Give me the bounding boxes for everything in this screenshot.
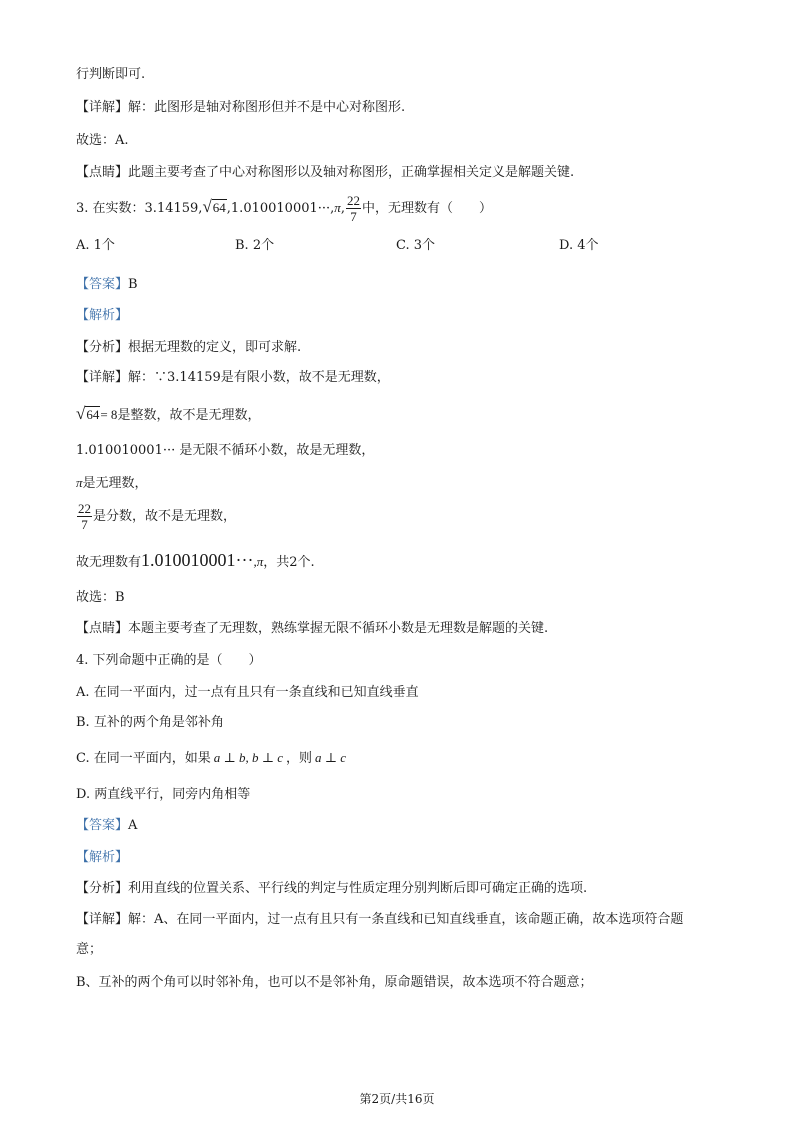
q3-mid: ,1.010010001···, [226,201,335,216]
option-a: A. 1个 [76,238,115,253]
answer-line [76,817,137,835]
choice-line: 故选：B [76,590,125,605]
detail-line [76,369,390,387]
question-3-stem [76,190,492,226]
tag-answer: 【答案】 [76,277,129,292]
remark-text: 本题主要考查了无理数，熟练掌握无限不循环小数是无理数是解题的关键. [128,621,549,636]
detail-line: 意； [76,942,103,957]
detail-text: 是分数，故不是无理数， [93,509,237,524]
detail-text: ，共2个. [263,555,315,570]
tag-detail: 【详解】 [76,912,129,927]
sqrt-64: √64 [202,197,226,216]
question-4-stem: 4. 下列命题中正确的是（ ） [76,653,262,668]
math-expression: a ⊥ c [315,750,346,765]
detail-text: 解：∵3.14159是有限小数，故不是无理数， [128,370,390,385]
equation: = 8 [100,407,118,422]
detail-line [76,500,236,534]
analysis-line [76,339,301,357]
remark-line [76,620,548,638]
detail-line [76,401,260,429]
answer-value: B [128,277,138,292]
math-expression: a ⊥ b, b ⊥ c [213,750,283,765]
option-a: A. 在同一平面内，过一点有且只有一条直线和已知直线垂直 [76,685,419,700]
option-c: C. 在同一平面内，如果 a ⊥ b, b ⊥ c ，则 a ⊥ c [76,750,346,766]
tag-detail: 【详解】 [76,370,129,385]
tag-analysis: 【解析】 [76,308,129,323]
detail-line [76,548,315,575]
answer-line [76,276,138,294]
option-b: B. 2个 [235,238,275,253]
q3-prefix: 3. 在实数：3.14159, [76,201,203,216]
detail-text: 故无理数有 [76,555,142,570]
q3-suffix: 中，无理数有（ ） [361,201,492,216]
remark-text: 此题主要考查了中心对称图形以及轴对称图形，正确掌握相关定义是解题关键. [128,165,575,180]
detail-line [76,99,405,117]
comma: , [340,201,345,216]
detail-text: 是整数，故不是无理数， [117,408,261,423]
pi-symbol: π [76,475,83,490]
detail-line [76,911,683,929]
detail-line: B、互补的两个角可以时邻补角，也可以不是邻补角，原命题错误，故本选项不符合题意； [76,975,593,990]
detail-text: 解：A、在同一平面内，过一点有且只有一条直线和已知直线垂直，该命题正确，故本选项符合题 [128,912,684,927]
option-b: B. 互补的两个角是邻补角 [76,715,224,730]
analysis-line [76,880,587,898]
tag-detail: 【详解】 [76,100,129,115]
answer-value: A [128,818,138,833]
detail-line [76,474,148,493]
fraction-22-7: $\frac{22}{7}$ [346,193,360,224]
tag-fenxi: 【分析】 [76,881,129,896]
detail-text: 是无理数， [82,476,148,491]
fenxi-text: 利用直线的位置关系、平行线的判定与性质定理分别判断后即可确定正确的选项. [128,881,588,896]
option-d: D. 4个 [559,238,599,253]
page-footer: 第2页/共16页 [359,1092,435,1106]
fenxi-text: 根据无理数的定义，即可求解. [128,340,302,355]
text-line: 行判断即可. [76,67,146,82]
fraction-22-7: $\frac{22}{7}$ [78,501,91,532]
detail-line: 1.010010001··· 是无限不循环小数，故是无理数， [76,443,375,458]
tag-fenxi: 【分析】 [76,340,129,355]
option-c: C. 3个 [396,238,436,253]
pi-symbol: ,π [253,554,264,569]
tag-remark: 【点睛】 [76,165,129,180]
pi-symbol: π [334,200,341,215]
tag-answer: 【答案】 [76,818,129,833]
tag-analysis: 【解析】 [76,850,129,865]
sqrt-64: √64 [76,404,100,423]
tag-remark: 【点睛】 [76,621,129,636]
remark-line [76,164,574,182]
detail-text: 解：此图形是轴对称图形但并不是中心对称图形. [128,100,406,115]
choice-line: 故选：A. [76,133,129,148]
irrational-value: 1.010010001··· [141,550,254,570]
option-d: D. 两直线平行，同旁内角相等 [76,787,251,802]
